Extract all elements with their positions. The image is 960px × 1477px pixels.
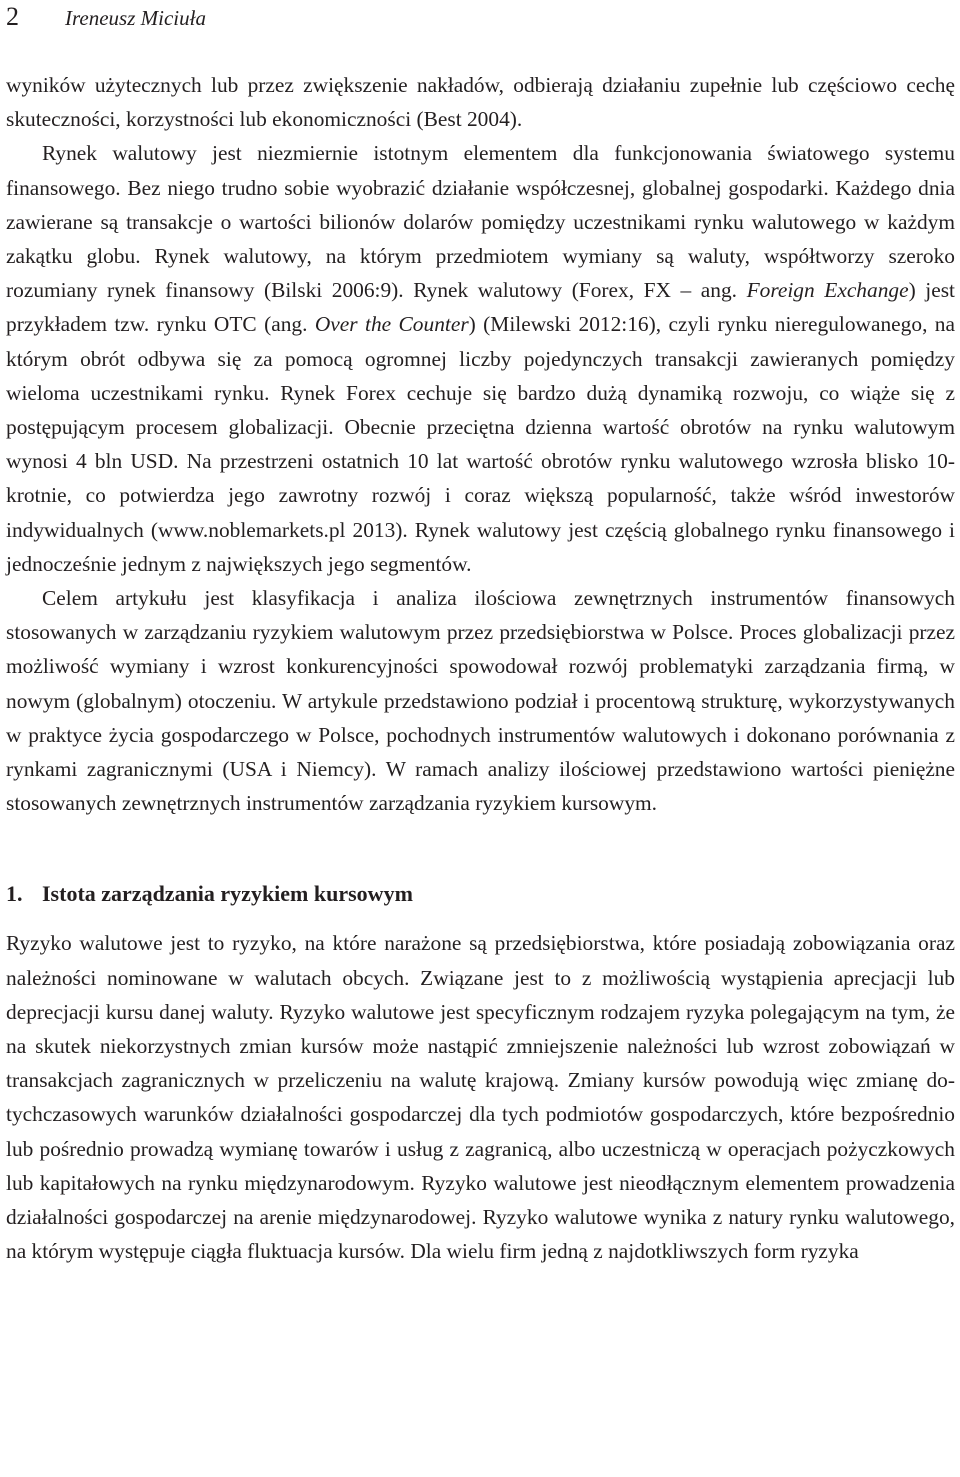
- section-number: 1.: [6, 881, 23, 907]
- paragraph-text: Rynek walutowy jest niezmiernie istotnym elementem dla funkcjonowania światowego systemu finansowego. Bez niego trudno sobie wyobrazić działanie współczesnej, globalnej gospodarki. Każdego dnia zawierane są transakcje o wartości bilionów dolarów pomiędzy uczestnikami rynku walutowego w każdym zakątku globu. Rynek walutowy, na którym przedmiotem wymiany są waluty, współtworzy szeroko rozumiany rynek finansowy (Bilski 2006:9). Rynek walutowy (Forex, FX – ang.: [6, 141, 955, 303]
- paragraph-currency-risk: Ryzyko walutowe jest to ryzyko, na które narażone są przedsiębiorstwa, które posiadają zobowiązania oraz należności nominowane w walutach obcych. Związane jest to z możliwością wystąpienia aprecjacji lub deprecjacji kursu danej waluty. Ryzyko walutowe jest specyficznym rodzajem ryzyka polegającym na tym, że na skutek niekorzystnych zmian kursów może nastąpić zmniejszenie należności lub wzrost zobowiązań w transakcjach zagranicznych w przeliczeniu na walutę krajową. Zmiany kursów powodują więc zmianę dotychczasowych warunków działalności gospodarczej dla tych podmiotów gospodarczych, które bezpośrednio lub pośrednio prowadzą wymianę towarów i usług z zagranicą, albo uczestniczą w operacjach pożyczkowych lub kapitałowych na rynku międzynarodowym. Ryzyko walutowe jest nieodłącznym elementem prowadzenia działalności gospodarczej na arenie międzynarodowej. Ryzyko walutowe wynika z natury rynku walutowego, na którym występuje ciągła fluktuacja kursów. Dla wielu firm jedną z najdotkliwszych form ryzyka: [6, 931, 955, 1264]
- italic-term: Foreign Exchange: [746, 278, 909, 303]
- body-text: [6, 68, 955, 1269]
- page-number: 2: [6, 2, 19, 31]
- paragraph-continuation: wyników użytecznych lub przez zwiększenie nakładów, odbierają działaniu zupełnie lub częściowo cechę skuteczności, korzystności lub ekonomiczności (Best 2004).: [6, 73, 955, 132]
- section-title: Istota zarządzania ryzykiem kursowym: [42, 881, 413, 907]
- running-author: Ireneusz Miciuła: [65, 6, 206, 30]
- paragraph-text: ) (Milewski 2012:16), czyli rynku nieregulowanego, na którym obrót odbywa się za pomocą ogromnej liczby pojedynczych transakcji zawieranych pomiędzy wieloma uczestnikami rynku. Rynek Forex cechuje się bardzo dużą dynamiką rozwoju, co wiąże się z postępującym procesem globalizacji. Obecnie przeciętna dzienna wartość obrotów na rynku walutowym wynosi 4 bln USD. Na przestrzeni ostatnich 10 lat wartość obrotów rynku walutowego wzrosła blisko 10-krotnie, co potwierdza jego zawrotny rozwój i coraz większą popularność, także wśród inwestorów indywidualnych (www.noblemarkets.pl 2013). Rynek walutowy jest częścią globalnego rynku finansowego i jednocześnie jednym z największych jego segmentów.: [6, 312, 955, 576]
- paragraph-article-aim: Celem artykułu jest klasyfikacja i analiza ilościowa zewnętrznych instrumentów finansowych stosowanych w zarządzaniu ryzykiem walutowym przez przedsiębiorstwa w Polsce. Proces globalizacji przez możliwość wymiany i wzrost konkurencyjności spowodował rozwój problematyki zarządzania firmą, w nowym (globalnym) otoczeniu. W artykule przedstawiono podział i procentową strukturę, wykorzystywanych w praktyce życia gospodarczego w Polsce, pochodnych instrumentów walutowych i dokonano porównania z rynkami zagranicznymi (USA i Niemcy). W ramach analizy ilościowej przedstawiono wartości pieniężne stosowanych zewnętrznych instrumentów zarządzania ryzykiem kursowym.: [6, 586, 955, 816]
- paragraph-forex-market: [6, 136, 955, 581]
- running-header: [6, 2, 206, 32]
- paragraph-text: ) jest przykładem tzw. rynku OTC (ang.: [6, 278, 955, 337]
- section-heading: [6, 878, 955, 910]
- italic-term: Over the Counter: [314, 312, 469, 337]
